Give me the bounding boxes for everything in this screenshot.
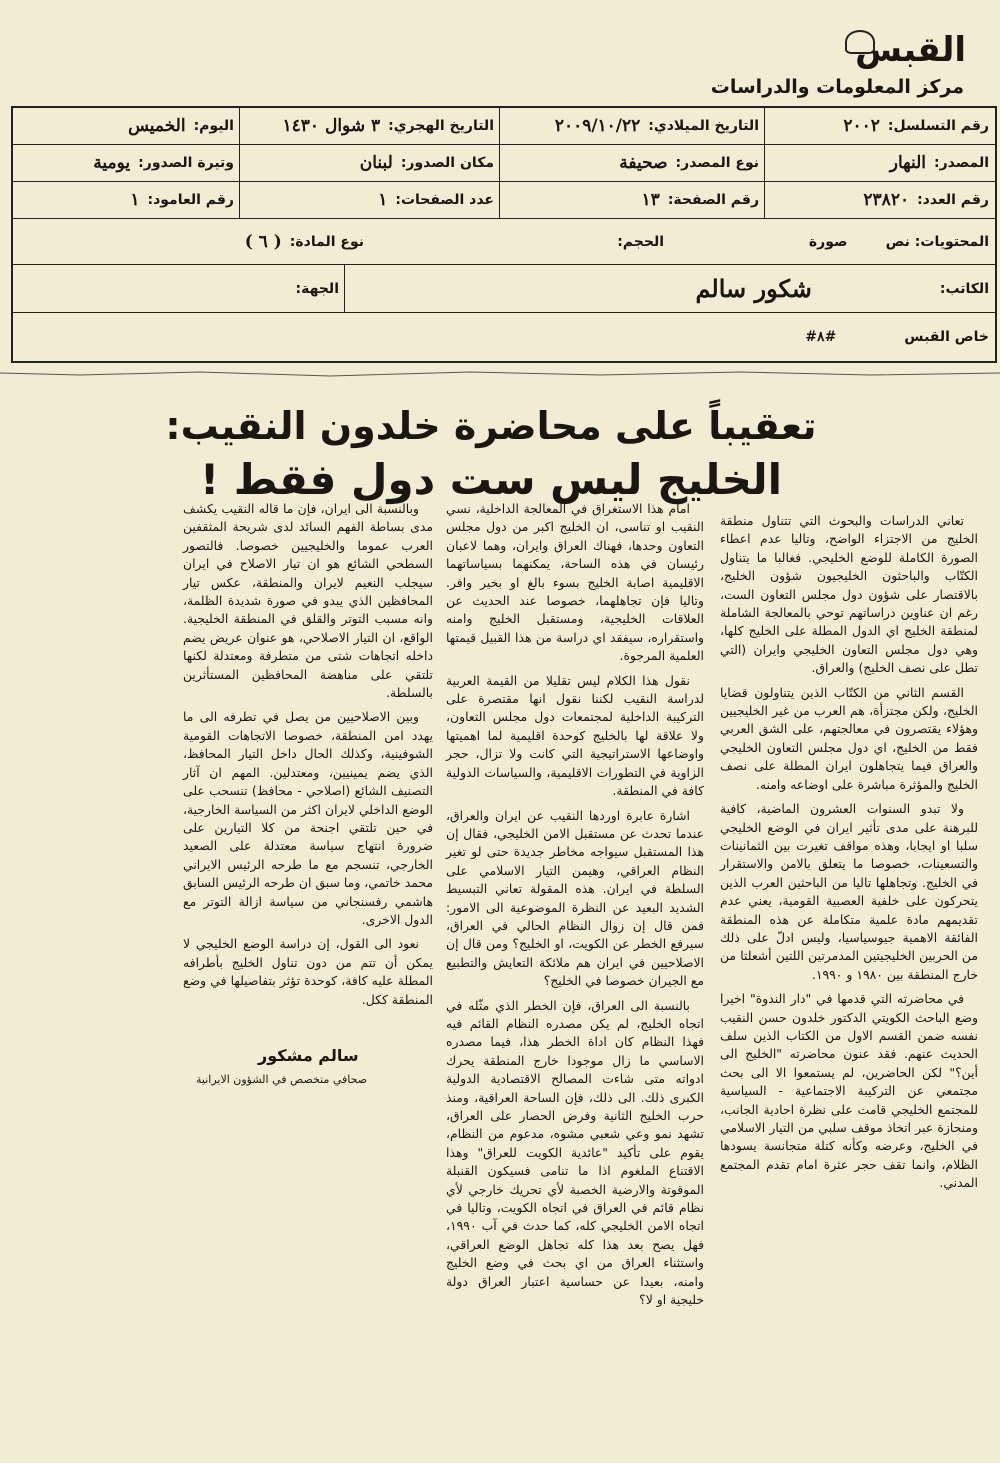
logo-emblem-icon [845,30,875,54]
private-label: خاص القبس [904,329,989,345]
frequency-cell [11,145,240,181]
paragraph: امام هذا الاستغراق في المعالجة الداخلية، نسي النقيب او تناسى، ان الخليج اكبر من دول مجلس التعاون وحدها، فهناك العراق وايران، وهما لاعبان رئيسان في هذه الساحة، يمكنهما بسياساتهما الاقليمية اصابة الخليج بسوء بالغ او بخير وافر. وتاليا فإن تجاهلهما، خصوصا عند الحديث عن العلاقات الخليجية، ومستقبل الخليج وامنه واستقراره، سيفقد اي دراسة من هذا القبيل قيمتها العلمية المرجوة. [446,501,704,664]
paragraph: بالنسبة الى العراق، فإن الخطر الذي مثّله في اتجاه الخليج، لم يكن مصدره النظام القائم فيه فهذا النظام كان اداة الخطر هذا، فيما مصدره الاساسي ما زال موجودا خارج المنطقة يحرك ادواته متى شاءت المصالح الاقتصادية الدولية الكبرى ذلك. الى ذلك، فإن الساحة العراقية، ومنذ حرب الخليج الثانية وفرض الحصار على العراق، تشهد نمو وعي شعبي مشوه، مدعوم من النظام، يقوم على تأكيد "عائدية الكويت للعراق" وهذا الاقتناع الملغوم اذا ما تنامى فسيكون القنبلة الموقوتة والارضية الخصبة لأي تحريك خارجي لأي نظام قائم في العراق في اتجاه الكويت، وتاليا في اتجاه الامن الخليجي كله، كما حدث في آب ١٩٩٠، فهل يصح بعد هذا كله تجاهل الوضع العراقي، واستثناء العراق من اي بحث في وضع الخليج وامنه، بعيدا عن حساسية اعتبار العراق دولة خليجية او لا؟ [446,997,704,1308]
frequency-label: وتيرة الصدور: [138,155,234,171]
material-type-value: ( ٦ ) [244,231,282,252]
headline-line2: الخليج ليس ست دول فقط ! [199,455,783,504]
paragraph: ولا تبدو السنوات العشرون الماضية، كافية للبرهنة على مدى تأثير ايران في الوضع الخليجي سلبا او ايجابا، وهذه مواقف تغيرت بين الثمانينات والتسعينات، خصوصا ما يتعلق بالامن والاستقرار في الخليج. وتجاهلها تاليا من الباحثين العرب الذين يتحركون على خلفية العصبية القومية، يعني عدم تقديمهم مادة علمية متكاملة عن هذه المنطقة الفائقة الاهمية جيوسياسيا، وليس ادلّ على ذلك من الحربين الخليجيتين المدمرتين اللتين أشعلتا من خارج المنطقة بين ١٩٨٠ و ١٩٩٠. [720,801,978,982]
source-label: المصدر: [934,155,989,171]
frequency-value: يومية [93,153,131,173]
size-cell [370,219,670,264]
paragraph: تعاني الدراسات والبحوث التي تتناول منطقة الخليج من الاجتزاء الواضح، وتاليا عدم اعطاء الصورة الكاملة للوضع الخليجي. فغالبا ما يتناول الكتّاب والباحثون الخليجيون شؤون الخليج، بالاقتصار على شؤون دول مجلس التعاون الست، رغم ان عناوين دراساتهم توحي بالمعالجة الشاملة لمنطقة الخليج اي الدول المطلة على الخليج كلها، وهي دول مجلس التعاون الخليجي وايران (التي تطل على نصف الخليج) والعراق. [720,513,978,676]
paragraph: وبالنسبة الى ايران، فإن ما قاله النقيب يكشف مدى بساطة الفهم السائد لدى شريحة المثقفين العرب عموما والخليجيين خصوصا. فالتصور السطحي الشائع هو ان تيار الاصلاح في ايران سيجلب النعيم لايران والمنطقة، عكس تيار المحافظين الذي يبدو في صورة شديدة الظلمة، وانه مسبب التوتر والقلق في المنطقة الخليجية. الواقع، ان التيار الاصلاحي، هو عنوان عريض يضم داخله اتجاهات شتى من متطرفة ومعتدلة لكنها تلتقي على مناهضة المحافظين المستأثرين بالسلطة. [183,501,433,701]
pages-count-value: ١ [378,190,388,210]
page-label: رقم الصفحة: [667,192,759,208]
article-headline [66,402,916,506]
party-cell [11,265,345,312]
party-label: الجهة: [295,280,339,297]
source-cell [765,145,995,181]
article-column-left [183,500,433,1015]
center-name: مركز المعلومات والدراسات [710,76,964,98]
column-label: رقم العامود: [147,192,234,208]
issue-value: ٢٣٨٢٠ [863,190,910,210]
day-cell [11,108,240,144]
serial-cell [765,108,995,144]
paragraph: القسم الثاني من الكتّاب الذين يتناولون قضايا الخليج، ولكن مجتزأة، هم العرب من غير الخليجيين وهؤلاء يقتصرون في معالجتهم، على الشق العربي فقط من الخليج، اي دول مجلس التعاون الخليجي والعراق فيما يتجاهلون ايران المطلة على نصف الخليج والمؤثرة مباشرة على اوضاعه وامنه. [720,684,978,792]
article-author: سالم مشكور [258,1046,359,1065]
form-row-issue [13,182,995,219]
source-value: النهار [889,153,927,173]
clipping-edge [0,364,1000,374]
paragraph: نقول هذا الكلام ليس تقليلا من القيمة العربية لدراسة النقيب لكننا نقول انها مقتصرة على التركيبة الداخلية لمجتمعات دول مجلس التعاون، ولا علاقة لها بالخليج كوحدة اقليمية لما اهميتها واوضاعها الاستراتيجية التي كانت ولا تزال، حجر الزاوية في التطورات الاقليمية، والسياسات الدولية كافة في المنطقة. [446,672,704,799]
pages-count-cell [240,182,500,218]
day-value: الخميس [128,116,186,136]
place-label: مكان الصدور: [400,155,494,171]
size-label: الحجم: [617,233,664,250]
image-label: صورة [808,233,848,250]
source-type-label: نوع المصدر: [675,155,759,171]
author-cell [345,265,995,312]
place-value: لبنان [359,153,393,173]
private-code: #٨# [805,329,837,345]
material-type-cell [11,219,370,264]
material-type-label: نوع المادة: [289,233,364,250]
headline-line1: تعقيباً على محاضرة خلدون النقيب: [165,404,817,448]
contents-cell [670,219,995,264]
gregorian-cell [500,108,765,144]
paragraph: اشارة عابرة اوردها النقيب عن ايران والعراق، عندما تحدث عن مستقبل الامن الخليجي، فقال إن هذا المستقبل سيواجه مخاطر جديدة حتى لو تغير النظام العراقي، وهيمن التيار الاسلامي على السلطة في ايران. هذه المقولة تعاني التبسيط الشديد البعيد عن النظرة الموضوعية الى الامور: فمن قال إن زوال النظام الحالي في العراق، سيرفع الخطر عن الكويت، او الخليج؟ ومن قال إن الاصلاحيين في ايران هم ملائكة التعايش والتطبيع مع الجيران خصوصا في الخليج؟ [446,807,704,989]
article-column-right [720,512,978,1199]
page-cell [500,182,765,218]
private-cell [11,313,995,361]
source-type-cell [500,145,765,181]
place-cell [240,145,500,181]
paragraph: نعود الى القول، إن دراسة الوضع الخليجي لا يمكن أن تتم من دون تناول الخليج بأطرافه المطلة عليه كافة، كوحدة تؤثر بتفاصيلها في وضع المنطقة ككل. [183,936,433,1007]
author-value: شكور سالم [695,274,812,303]
gregorian-label: التاريخ الميلادي: [648,118,759,134]
pages-count-label: عدد الصفحات: [395,192,494,208]
source-type-value: صحيفة [619,153,668,173]
contents-label: المحتويات: نص [885,233,989,250]
serial-value: ٢٠٠٢ [843,116,880,136]
issue-cell [765,182,995,218]
article-column-middle [446,500,704,1315]
form-row-contents [13,219,995,265]
form-row-dates [13,108,995,145]
issue-label: رقم العدد: [917,192,989,208]
hijri-cell [240,108,500,144]
hijri-value: ٣ شوال ١٤٣٠ [282,116,381,136]
serial-label: رقم التسلسل: [887,118,989,134]
paragraph: وبين الاصلاحيين من يصل في تطرفه الى ما يهدد امن المنطقة، خصوصا الاتجاهات القومية الشوفينية، وكذلك الحال داخل التيار المحافظ، الذي يضم يمينيين، ومعتدلين. المهم ان آثار التصنيف الشائع (اصلاحي - محافظ) تنسحب على الوضع الداخلي لايران اكثر من السياسة الخارجية، في حين تلتقي اجنحة من كلا التيارين على ضرورة انتهاج سياسة معتدلة على الصعيد الخارجي، تنسجم مع ما طرحه الرئيس الايراني محمد خاتمي، وما سبق ان طرحه الرئيس السابق هاشمي رفسنجاني من سياسة ازالة التوتر مع الدول الاخرى. [183,709,433,927]
gregorian-value: ٢٠٠٩/١٠/٢٢ [554,116,641,136]
paragraph: في محاضرته التي قدمها في "دار الندوة" اخيرا وضع الباحث الكويتي الدكتور خلدون حسن النقيب نفسه ضمن القسم الاول من الكتاب الذين سلف الحديث عنهم. فقد عنون محاضرته "الخليج الى أين؟" لكن الحاضرين، لم يستمعوا الا الى بحث مجتمعي عن التركيبة الاجتماعية - السياسية للمجتمع الخليجي قامت على نظرة احادية الجانب، ومنحازة عبر اتخاذ موقف سلبي من التيار الاسلامي في الخليج، وعرضه وكأنه كتلة متجانسة يسودها الظلام، وانما تقف حجر عثرة امام تقدم المجتمع المدني. [720,991,978,1191]
hijri-label: التاريخ الهجري: [388,118,494,134]
column-cell [11,182,240,218]
form-row-author [13,265,995,313]
author-label: الكاتب: [939,280,989,297]
page-value: ١٣ [641,190,660,210]
archive-form [11,106,997,363]
author-description: صحافي متخصص في الشؤون الايرانية [196,1073,368,1086]
column-value: ١ [130,190,140,210]
form-row-source [13,145,995,182]
newspaper-logo: القبس [855,30,966,70]
day-label: اليوم: [193,118,234,134]
form-row-private [13,313,995,361]
